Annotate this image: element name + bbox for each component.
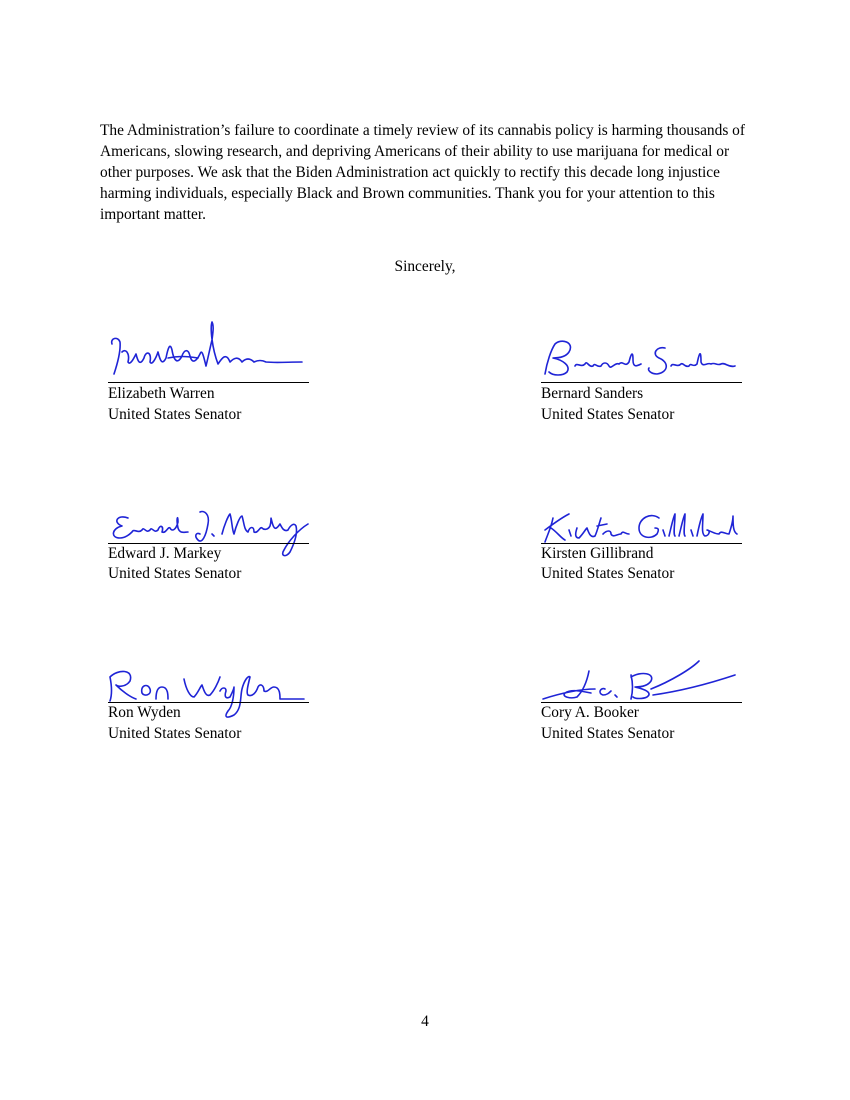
signatory-title: United States Senator [108, 406, 242, 423]
signature-line [108, 382, 309, 383]
signatory-name: Edward J. Markey [108, 545, 222, 562]
letter-paragraph: The Administration’s failure to coordinate a timely review of its cannabis policy is harming thousands of Americans, slowing research, and depriving Americans of their ability to use marijuana for medical or other purposes. We ask that the Biden Administration act quickly to rectify this decade long injustice harming individuals, especially Black and Brown communities. Thank you for your attention to this important matter. [100, 122, 745, 223]
signatory-title: United States Senator [541, 725, 675, 742]
signatory-title: United States Senator [108, 565, 242, 582]
signatory-name: Bernard Sanders [541, 385, 644, 402]
signatory-name: Cory A. Booker [541, 704, 639, 721]
signatory-title: United States Senator [541, 565, 675, 582]
closing-salutation: Sincerely, [394, 258, 456, 275]
signatory-name: Elizabeth Warren [108, 385, 215, 402]
page-number: 4 [421, 1013, 429, 1030]
signatory-title: United States Senator [541, 406, 675, 423]
signatory-name: Ron Wyden [108, 704, 181, 721]
signature-line [541, 382, 742, 383]
signatory-name: Kirsten Gillibrand [541, 545, 654, 562]
signatory-title: United States Senator [108, 725, 242, 742]
